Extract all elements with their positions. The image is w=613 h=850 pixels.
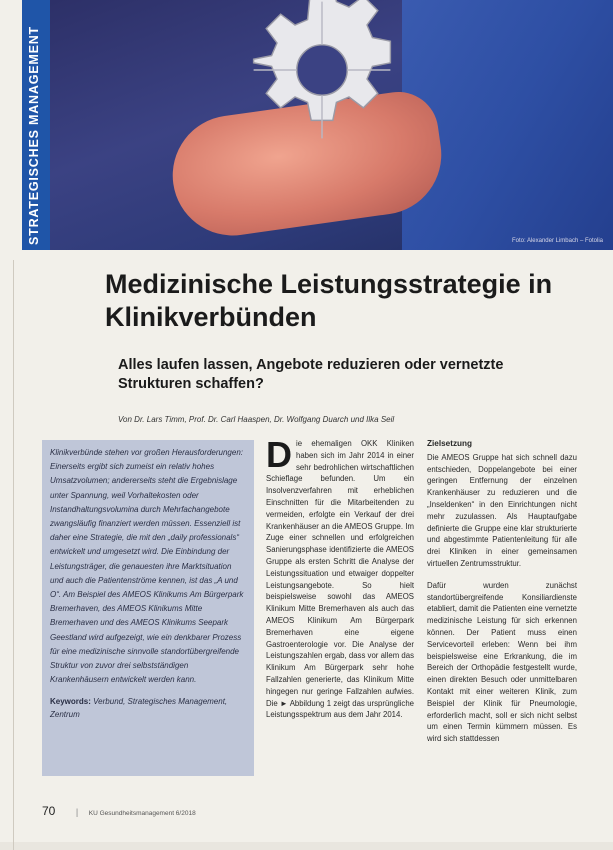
paragraph: ie ehemaligen OKK Kliniken haben sich im Jahr 2014 in einer sehr bedrohlichen wirtschaftlichen Schieflage befunden. Um ein Insolvenzverfahren mit erheblichen Einschnitten für die Mitarbeitenden zu vermeiden, erfolgte ein Verkauf der drei Krankenhäuser an die AMEOS Gruppe. Im Zuge einer schnellen und erfolgreichen Sanierungsphase identifizierte die AMEOS Gruppe als ersten Schritt die Analyse der Leistungssituation und etwaiger doppelter Leistungsangebote. So hielt beispielsweise sowohl das AMEOS Klinikum Mitte Bremerhaven als auch das AMEOS Klinikum Am Bürgerpark Bremerhaven eine eigene Gastroenterologie vor. Die Analyse der Leistungszahlen ergab, dass vor allem das Klinikum Am Bürgerpark sehr hohe Fallzahlen generierte, das Klinikum Mitte hingegen nur geringe Fallzahlen aufwies. Die ► Abbildung 1 zeigt das ursprüngliche Leistungsspektrum aus dem Jahr 2014. (266, 439, 414, 720)
body-column-2 (266, 434, 414, 731)
keywords-text: Verbund, Strategisches Management, Zentrum (50, 697, 228, 720)
section-label: STRATEGISCHES MANAGEMENT (27, 26, 41, 245)
page-footer (42, 804, 196, 818)
keywords-label: Keywords: (50, 697, 91, 707)
header-photo (22, 0, 613, 250)
paragraph: Dafür wurden zunächst standortübergreifende Konsiliardienste etabliert, damit die Patienten eine vernetzte medizinische Leistung für sich erkennen können. Der Patient muss einen Servicevorteil erleben: Wenn bei ihm beispielsweise eine Erkrankung, die im Bereich der Orthopädie festgestellt wurde, einen direkten Besuch oder unmittelbaren Kontakt mit einer weiteren Klinik, zum Beispiel der Klinik für Pneumologie, erforderlich macht, soll er sich nicht selbst um einen Termin kümmern müssen. Es wird sich stattdessen (427, 580, 577, 744)
photo-credit: Foto: Alexander Limbach – Fotolia (511, 238, 603, 244)
page-number: 70 (42, 804, 56, 818)
abstract-text: Klinikverbünde stehen vor großen Herausforderungen: Einerseits ergibt sich zumeist ein relativ hohes Umsatzvolumen; andererseits steht die Ergebnislage unter Spannung, weil Vorhaltekosten oder Instandhaltungsvolumina durch Mehrfachangebote zwangsläufig finanziert werden müssen. Essenziell ist daher eine Strategie, die mit den „daily professionals“ entwickelt und umgesetzt wird. Die Einbindung der Leistungsträger, die genauesten ihre Marktsituation und auch die Patientenströme kennen, ist das „A und O“. Am Beispiel des AMEOS Klinikums Am Bürgerpark Bremerhaven, des AMEOS Klinikums Mitte Bremerhaven und des AMEOS Klinikums Seepark Geestland wird aufgezeigt, wie ein denkbarer Prozess für eine medizinische sinnvolle standortübergreifende Struktur von zuvor drei selbstständigen Krankenhäusern entwickelt werden kann. (50, 448, 244, 685)
body-column-3 (427, 438, 577, 755)
page-edge-line (13, 260, 14, 850)
section-heading: Zielsetzung (427, 439, 473, 448)
magazine-name: KU Gesundheitsmanagement 6/2018 (88, 810, 196, 817)
keywords (50, 695, 246, 721)
paragraph: Die AMEOS Gruppe hat sich schnell dazu entschieden, Doppelangebote bei einer geringen Entfernung der einzelnen Krankenhäuser zu reduzieren und die „Inseldenken“ in den Einrichtungen nicht mehr zuzulassen. Als Hauptaufgabe definierte die Gruppe eine klar strukturierte und abgestimmte Patientenleitung für alle drei Kliniken in einer gemeinsamen virtuellen Zentrumsstruktur. (427, 452, 577, 568)
article-title: Medizinische Leistungsstrategie in Klinikverbünden (105, 269, 553, 332)
article-subtitle: Alles laufen lassen, Angebote reduzieren oder vernetzte Strukturen schaffen? (118, 357, 504, 392)
gear-puzzle-icon (232, 0, 412, 160)
drop-cap: D (266, 434, 292, 475)
article-authors: Von Dr. Lars Timm, Prof. Dr. Carl Haaspen, Dr. Wolfgang Duarch und Ilka Seil (118, 415, 395, 424)
footer-separator: | (75, 807, 79, 817)
abstract-box (42, 440, 254, 776)
